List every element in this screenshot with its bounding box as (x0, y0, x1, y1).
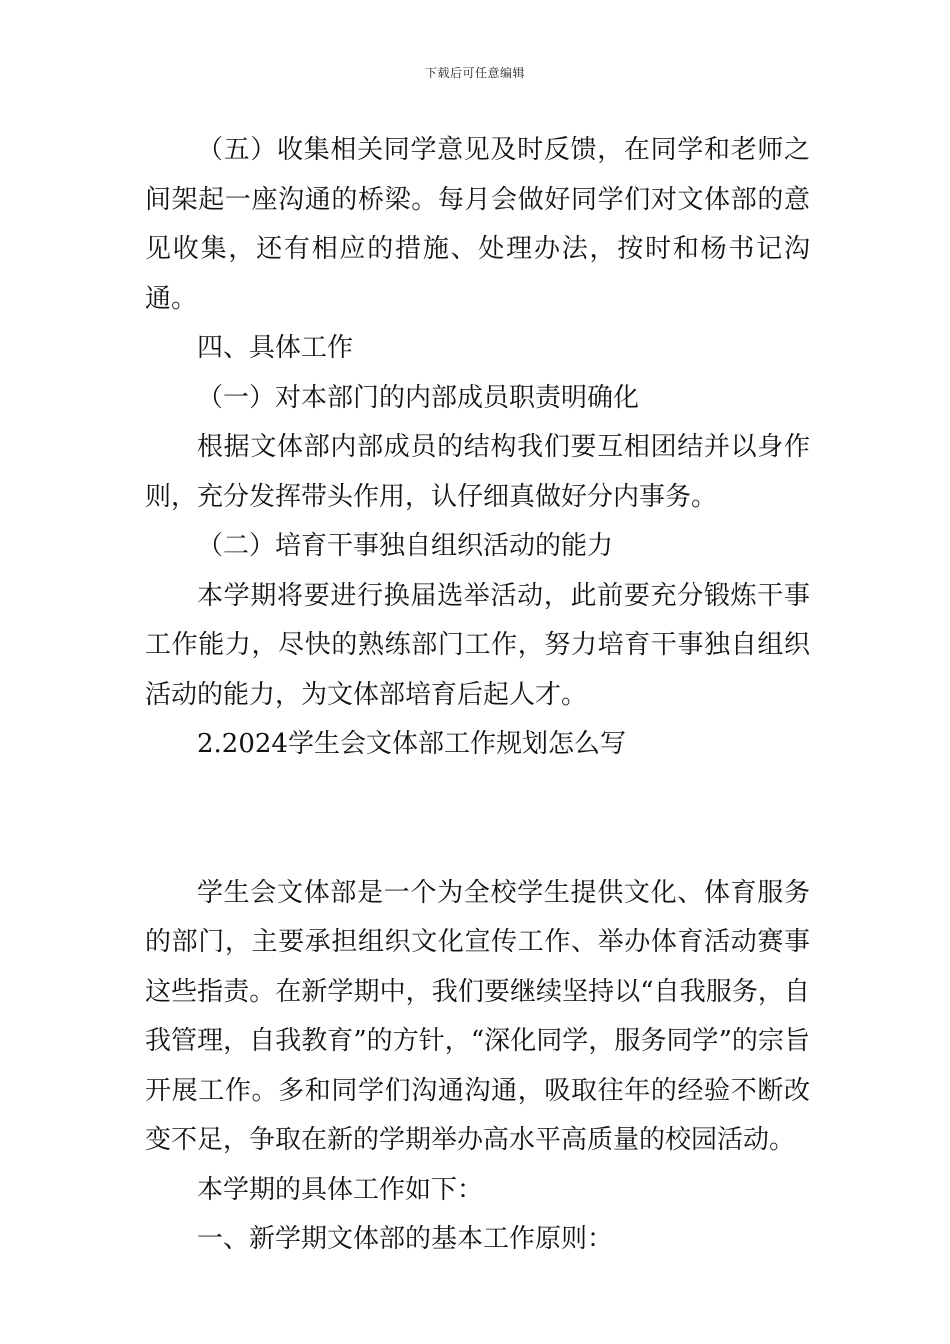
paragraph-feedback: （五）收集相关同学意见及时反馈，在同学和老师之间架起一座沟通的桥梁。每月会做好同学们对文体部的意见收集，还有相应的措施、处理办法，按时和杨书记沟通。 (145, 135, 810, 314)
subheading-member-duties: （一）对本部门的内部成员职责明确化 (197, 382, 640, 413)
section-heading-specific-work: 四、具体工作 (197, 333, 354, 363)
paragraph-staff-training: 本学期将要进行换届选举活动，此前要充分锻炼干事工作能力，尽快的熟练部门工作，努力培育干事独自组织活动的能力，为文体部培育后起人才。 (145, 580, 810, 710)
subheading-staff-training: （二）培育干事独自组织活动的能力 (197, 531, 614, 561)
document-body (145, 126, 810, 1265)
section-heading-basic-principles: 一、新学期文体部的基本工作原则： (197, 1224, 614, 1254)
page-header-note: 下载后可任意编辑 (424, 66, 525, 80)
section-title-2024-plan: 2.2024学生会文体部工作规划怎么写 (197, 729, 626, 759)
paragraph-member-duties: 根据文体部内部成员的结构我们要互相团结并以身作则，充分发挥带头作用，认仔细真做好分内事务。 (145, 432, 810, 512)
blank-space (145, 770, 810, 869)
paragraph-department-intro: 学生会文体部是一个为全校学生提供文化、体育服务的部门，主要承担组织文化宣传工作、举办体育活动赛事这些指责。在新学期中，我们要继续坚持以“自我服务，自我管理，自我教育”的方针，“深化同学，服务同学”的宗旨开展工作。多和同学们沟通沟通，吸取往年的经验不断改变不足，争取在新的学期举办高水平高质量的校园活动。 (145, 877, 810, 1155)
paragraph-work-list-intro: 本学期的具体工作如下： (197, 1174, 484, 1205)
